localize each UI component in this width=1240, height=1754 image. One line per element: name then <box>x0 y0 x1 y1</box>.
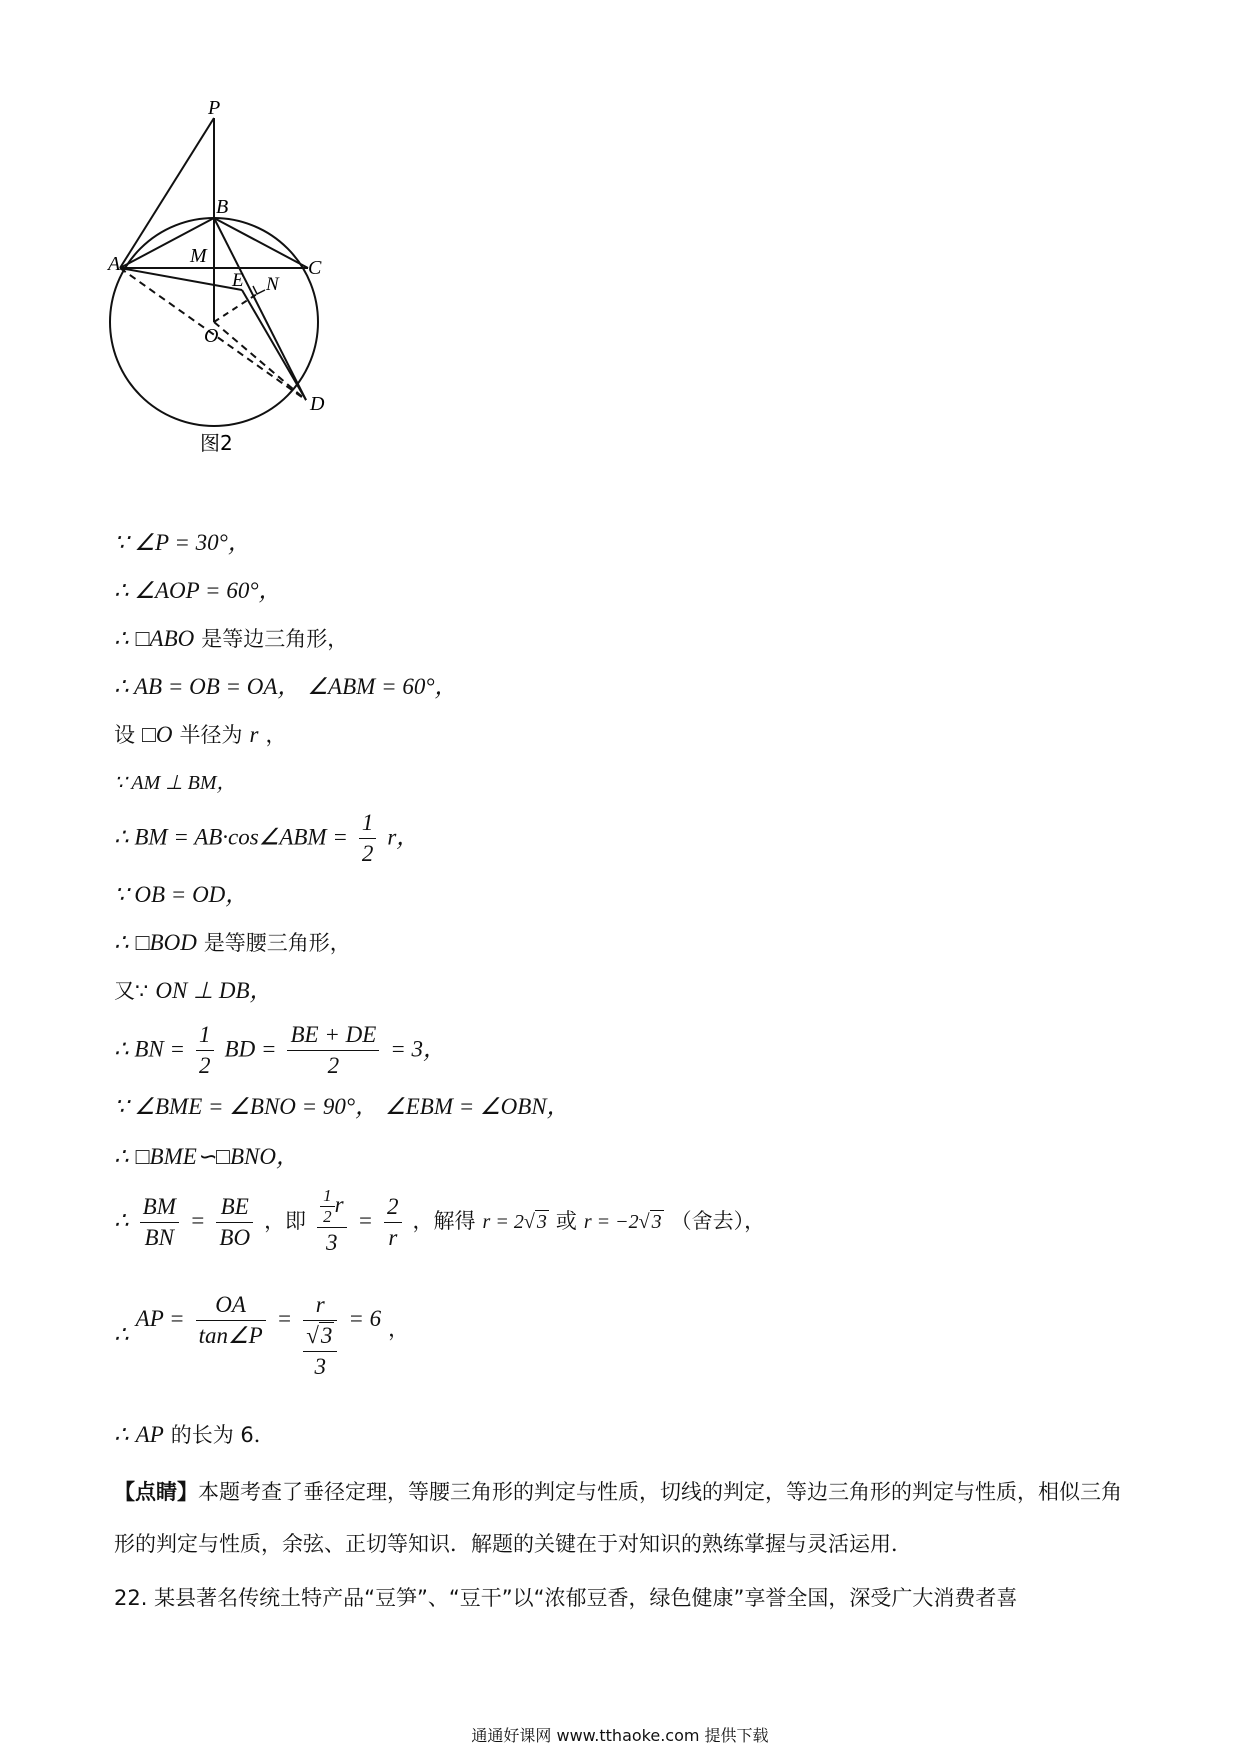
denominator-bottom: 3 <box>314 1354 327 1379</box>
text: ∵ AM ⊥ BM， <box>114 772 237 794</box>
text: ∴ <box>114 1208 129 1233</box>
text: 又∵ <box>114 979 149 1003</box>
denominator: 2 <box>199 1053 211 1078</box>
denominator: 3 <box>326 1230 338 1255</box>
numerator: OA <box>196 1290 266 1321</box>
line-12 <box>114 1092 570 1123</box>
line-14 <box>114 1186 765 1258</box>
numerator: 1 <box>320 1186 335 1207</box>
text: 是等边三角形， <box>201 627 349 651</box>
right-angle-mark <box>253 286 265 294</box>
text: r <box>249 722 259 747</box>
text: ∴ <box>114 626 129 651</box>
text: ∴ <box>114 1422 129 1447</box>
fraction <box>196 1020 214 1081</box>
geometry-figure <box>108 97 380 520</box>
radicand: 3 <box>651 1211 662 1233</box>
variable: r <box>334 1191 344 1217</box>
segment-bd <box>214 218 306 400</box>
denominator: 2 <box>327 1053 340 1078</box>
inner-fraction <box>320 1186 335 1227</box>
text: 半径为 <box>179 723 243 747</box>
text: 是等腰三角形， <box>203 931 351 955</box>
label-d: D <box>310 393 325 415</box>
text: ∵ ∠BME = ∠BNO = 90°， <box>114 1094 379 1119</box>
line-1 <box>114 528 251 559</box>
denominator: tan∠P <box>198 1322 263 1348</box>
radicand: 3 <box>536 1211 547 1233</box>
label-a: A <box>108 253 121 275</box>
denominator-top <box>303 1321 337 1352</box>
fraction <box>359 808 377 869</box>
denominator: BN <box>144 1224 174 1250</box>
text: ∵ OB = OD， <box>114 882 249 907</box>
label-n: N <box>266 274 279 295</box>
text: 的长为 6． <box>170 1423 275 1447</box>
text: r = −2 <box>583 1211 639 1233</box>
compound-fraction <box>303 1290 337 1382</box>
text: ， <box>388 1317 410 1341</box>
segment-on-dashed <box>214 292 260 322</box>
numerator: BM <box>140 1192 179 1223</box>
text: 或 <box>555 1209 577 1233</box>
note-text: 本题考查了垂径定理，等腰三角形的判定与性质，切线的判定，等边三角形的判定与性质，相似三角形的判定与性质，余弦、正切等知识．解题的关键在于对知识的熟练掌握与灵活运用． <box>114 1480 1122 1556</box>
label-o: O <box>204 325 219 347</box>
line-9 <box>114 928 351 959</box>
text: AP <box>135 1422 164 1447</box>
sqrt-sign: √ <box>306 1323 319 1348</box>
text: = 3， <box>390 1036 447 1062</box>
note-paragraph <box>114 1466 1124 1570</box>
text: = <box>189 1208 206 1233</box>
text: ∵ ∠P = 30°， <box>114 530 251 555</box>
text: ∴ AB = OB = OA， <box>114 674 301 699</box>
text: （舍去）， <box>670 1209 766 1233</box>
text: ON ⊥ DB， <box>155 978 273 1003</box>
text: BD = <box>224 1036 277 1062</box>
question-text: 22. 某县著名传统土特产品“豆笋”、“豆干”以“浓郁豆香，绿色健康”享誉全国，深受广大消费者喜 <box>114 1586 1018 1610</box>
text: AP = <box>135 1306 185 1331</box>
text: r， <box>387 824 420 850</box>
text: □O <box>142 722 173 747</box>
figure-caption: 图2 <box>200 431 233 455</box>
text: ，解得 <box>412 1209 476 1233</box>
numerator: 1 <box>359 808 377 839</box>
segment-od-dashed <box>214 322 306 400</box>
numerator: 2 <box>384 1192 402 1223</box>
line-16 <box>114 1420 275 1451</box>
text: ∴ <box>114 930 129 955</box>
line-13 <box>114 1142 299 1173</box>
label-e: E <box>232 270 244 291</box>
segment-bc <box>214 218 308 268</box>
text: □BOD <box>135 930 197 955</box>
line-2 <box>114 576 282 607</box>
sqrt-sign: √ <box>523 1211 535 1233</box>
numerator: 1 <box>196 1020 214 1051</box>
fraction <box>140 1192 179 1253</box>
numerator: BE + DE <box>287 1020 379 1051</box>
text: = <box>276 1306 293 1331</box>
text: □BME∽□BNO， <box>135 1144 299 1169</box>
line-8 <box>114 880 248 911</box>
fraction <box>196 1290 266 1351</box>
sqrt-sign: √ <box>638 1211 650 1233</box>
text: 设 <box>114 723 135 747</box>
text: = 6 <box>348 1306 382 1331</box>
line-7 <box>114 808 419 869</box>
text: r = 2 <box>482 1211 524 1233</box>
radicand: 3 <box>320 1323 333 1348</box>
line-4 <box>114 672 458 703</box>
text: ∴ <box>114 1144 129 1169</box>
denominator: 2 <box>323 1207 332 1226</box>
denominator: BO <box>219 1224 251 1250</box>
fraction <box>216 1192 253 1253</box>
question-22 <box>114 1572 1124 1624</box>
note-tag: 【点睛】 <box>114 1480 198 1504</box>
text: ∴ BN = <box>114 1036 186 1062</box>
segment-ed <box>242 290 306 400</box>
fraction <box>287 1020 379 1081</box>
denominator: 2 <box>361 841 374 866</box>
label-p: P <box>208 97 221 119</box>
line-15 <box>114 1290 409 1382</box>
text: ∴ <box>114 1322 129 1347</box>
line-6 <box>114 768 237 798</box>
label-m: M <box>190 245 207 267</box>
denominator: r <box>388 1224 398 1250</box>
page-footer: 通通好课网 www.tthaoke.com 提供下载 <box>471 1726 769 1745</box>
fraction <box>384 1192 402 1253</box>
line-10 <box>114 976 273 1007</box>
compound-fraction <box>317 1186 346 1258</box>
label-c: C <box>308 257 322 279</box>
text: ， <box>265 723 287 747</box>
label-b: B <box>216 196 229 218</box>
text: ，即 <box>264 1209 307 1233</box>
text: □ABO <box>135 626 195 651</box>
segment-ae <box>120 268 242 290</box>
text: ∠EBM = ∠OBN， <box>385 1094 570 1119</box>
line-11 <box>114 1020 446 1081</box>
line-5 <box>114 720 286 751</box>
numerator: BE <box>216 1192 253 1223</box>
text: ∠ABM = 60°， <box>307 674 458 699</box>
numerator <box>317 1186 346 1228</box>
text: = <box>357 1208 374 1233</box>
line-3 <box>114 624 348 655</box>
numerator: r <box>303 1290 337 1321</box>
text: ∴ BM = AB·cos∠ABM = <box>114 824 348 850</box>
text: ∴ ∠AOP = 60°， <box>114 578 282 603</box>
